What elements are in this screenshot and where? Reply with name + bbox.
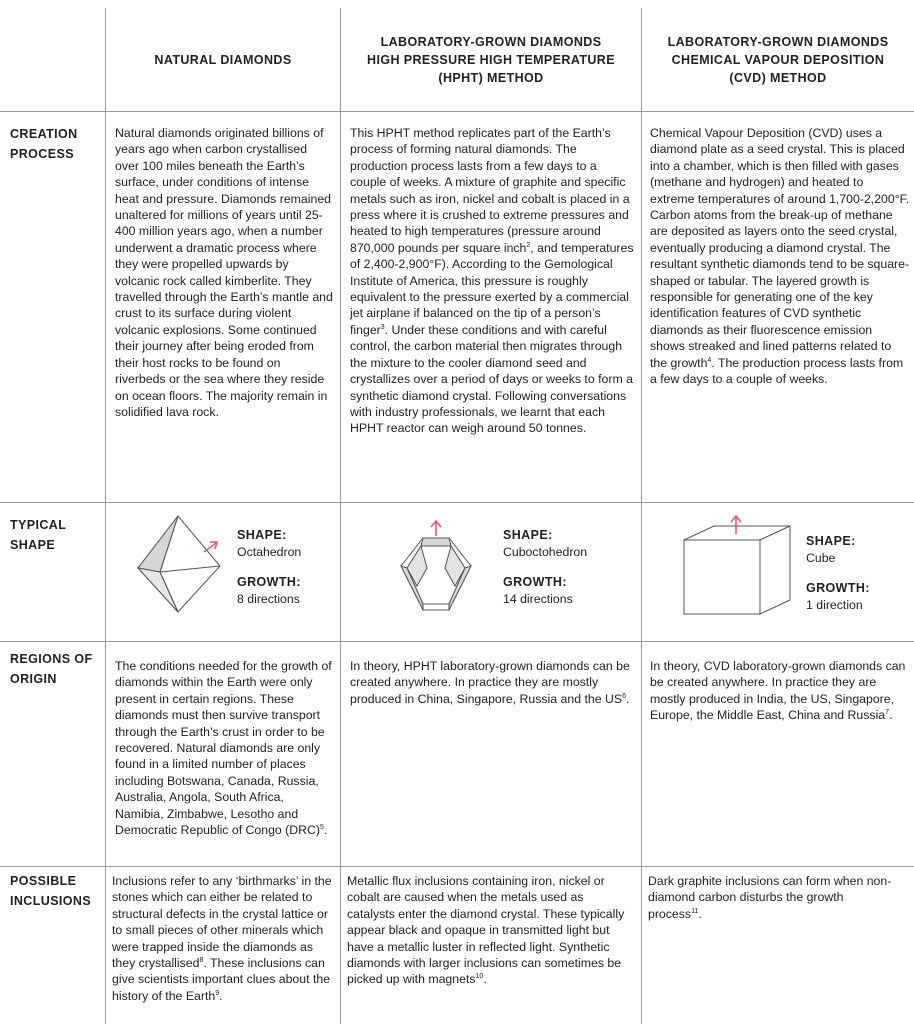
inclusions-cvd-text	[648, 873, 898, 922]
row-divider	[0, 866, 914, 867]
text-span: Inclusions refer to any ‘birthmarks’ in the stones which can either be related to structural defects in the crystal lattice or to small pieces of other minerals which were trapped inside the diamonds as they crystallised	[112, 874, 332, 971]
row-divider	[0, 502, 914, 503]
header-cvd-line3: (CVD) METHOD	[729, 70, 827, 85]
row-label-line: TYPICAL	[10, 518, 67, 532]
header-natural-text: NATURAL DIAMONDS	[154, 52, 292, 67]
header-cvd-line2: CHEMICAL VAPOUR DEPOSITION	[671, 52, 885, 67]
row-label-regions	[10, 649, 102, 689]
cuboctahedron-face	[421, 538, 451, 546]
footnote-ref: 7	[885, 709, 890, 717]
growth-value: 1 direction	[806, 598, 863, 612]
row-label-shape	[10, 515, 102, 555]
growth-value: 8 directions	[237, 592, 300, 606]
text-span: . Under these conditions and with careful control, the carbon material then migrates through the mixture to the cooler diamond seed and crystallizes over a period of days or weeks to form a synthetic diamond crystal. Following conversations with industry professionals, we learnt that each HPHT reactor can weigh around 50 tonnes.	[350, 322, 633, 436]
row-label-line: INCLUSIONS	[10, 894, 92, 908]
cuboctahedron-diagram	[385, 518, 485, 618]
cube-face-front	[684, 540, 760, 614]
shape-value: Cube	[806, 551, 836, 565]
octahedron-diagram	[130, 512, 225, 617]
row-divider	[0, 111, 914, 112]
creation-natural-text: Natural diamonds originated billions of years ago when carbon crystallised over 100 miles beneath the Earth’s surface, under conditions of intense heat and pressure. Diamonds remained unaltered for millions of years until 25-400 million years ago, when a number underwent a dramatic process where they were propelled upwards by volcanic rock called kimberlite. They travelled through the Earth’s mantle and crust to its surface during violent volcanic explosions. Some continued their journey after being eroded from their host rocks to be found on riverbeds or the sea where they reside on ocean floors. The majority remain in solidified lava rock.	[115, 126, 333, 419]
creation-hpht-text	[350, 125, 634, 437]
column-divider	[641, 8, 642, 1024]
row-label-inclusions	[10, 871, 102, 911]
text-span: .	[698, 906, 702, 921]
text-span: The conditions needed for the growth of diamonds within the Earth were only present in certain regions. These diamonds must then survive transport through the Earth’s crust in order to be recovered. Natural diamonds are only found in a limited number of places including Botswana, Canada, Russia, Australia, Angola, South Africa, Namibia, Zimbabwe, Lesotho and Democratic Republic of Congo (DRC)	[115, 659, 332, 838]
shape-label: SHAPE:	[237, 528, 287, 542]
text-span: , and temperatures of 2,400-2,900°F). According to the Gemological Institute of America, this pressure is roughly equivalent to the pressure exerted by a commercial jet airplane if balanced on the tip of a person’s finger	[350, 240, 634, 337]
row-label-line: REGIONS OF	[10, 652, 93, 666]
row-divider	[0, 641, 914, 642]
column-divider	[105, 8, 106, 1024]
text-span: Dark graphite inclusions can form when non-diamond carbon disturbs the growth process	[648, 874, 892, 921]
footnote-ref: 2	[526, 241, 531, 249]
footnote-ref: 9	[215, 989, 220, 997]
header-cvd	[642, 8, 914, 111]
shape-info-hpht	[503, 528, 587, 606]
footnote-ref: 4	[707, 356, 712, 364]
footnote-ref: 8	[199, 956, 204, 964]
text-span: This HPHT method replicates part of the Earth’s process of forming natural diamonds. The production process lasts from a few days to a couple of weeks. A mixture of graphite and specific metals such as iron, nickel and cobalt is placed in a press where it is crushed to extreme pressures and heated to high temperatures (pressure around 870,000 pounds per square inch	[350, 126, 630, 255]
text-span: .	[889, 708, 893, 723]
footnote-ref: 6	[622, 692, 626, 700]
row-label-line: SHAPE	[10, 538, 56, 552]
growth-label: GROWTH:	[503, 575, 567, 589]
header-hpht	[341, 8, 641, 111]
header-cvd-line1: LABORATORY-GROWN DIAMONDS	[667, 34, 889, 49]
row-label-line: CREATION	[10, 127, 78, 141]
regions-hpht-text	[350, 658, 636, 707]
text-span: In theory, CVD laboratory-grown diamonds can be created anywhere. In practice they are mostly produced in India, the US, Singapore, Europe, the Middle East, China and Russia	[650, 659, 906, 723]
inclusions-natural-text	[112, 873, 336, 1004]
footnote-ref: 3	[380, 323, 385, 331]
shape-info-cvd	[806, 534, 870, 612]
text-span: In theory, HPHT laboratory-grown diamonds can be created anywhere. In practice they are mostly produced in China, Singapore, Russia and the US	[350, 659, 630, 706]
growth-value: 14 directions	[503, 592, 573, 606]
shape-label: SHAPE:	[806, 534, 856, 548]
creation-cvd-text	[650, 125, 910, 388]
text-span: . These inclusions can give scientists important clues about the history of the Earth	[112, 956, 331, 1003]
shape-value: Octahedron	[237, 545, 302, 559]
cube-face-side	[760, 526, 790, 614]
text-span: .	[219, 988, 223, 1003]
shape-info-natural	[237, 528, 301, 606]
row-label-creation	[10, 124, 102, 164]
regions-natural-text	[115, 658, 335, 838]
footnote-ref: 11	[691, 907, 699, 915]
inclusions-hpht-text	[347, 873, 629, 988]
text-span: Chemical Vapour Deposition (CVD) uses a diamond plate as a seed crystal. This is placed into a chamber, which is then filled with gases (methane and hydrogen) and heated to extreme temperatures of around 1,700-2,200°F. Carbon atoms from the break-up of methane are deposited as layers onto the seed crystal, eventually producing a diamond crystal. The resultant synthetic diamonds tend to be square-shaped or tabular. The layered growth is responsible for generating one of the key identification features of CVD synthetic diamonds as their fluorescence emission shows streaked and lined patterns related to the growth	[650, 126, 910, 370]
row-label-line: PROCESS	[10, 147, 74, 161]
growth-label: GROWTH:	[237, 575, 301, 589]
text-span: .	[323, 823, 328, 838]
header-hpht-line1: LABORATORY-GROWN DIAMONDS	[380, 34, 602, 49]
column-divider	[340, 8, 341, 1024]
cube-diagram	[678, 512, 798, 622]
growth-label: GROWTH:	[806, 581, 870, 595]
row-label-line: ORIGIN	[10, 672, 57, 686]
text-span: .	[625, 691, 630, 706]
shape-value: Cuboctohedron	[503, 545, 588, 559]
growth-arrow-icon	[204, 543, 216, 552]
text-span: Metallic flux inclusions containing iron, nickel or cobalt are caused when the metals used as catalysts enter the diamond crystal. These typically appear black and opaque in transmitted light but have a metallic luster in reflected light. Synthetic diamonds with larger inclusions can sometimes be picked up with magnets	[347, 874, 625, 987]
footnote-ref: 5	[320, 823, 324, 831]
header-hpht-line2: HIGH PRESSURE HIGH TEMPERATURE	[367, 52, 615, 67]
row-label-line: POSSIBLE	[10, 874, 77, 888]
header-natural	[106, 8, 340, 111]
footnote-ref: 10	[475, 973, 484, 981]
text-span: . The production process lasts from a few days to a couple of weeks.	[650, 355, 904, 387]
shape-label: SHAPE:	[503, 528, 553, 542]
regions-cvd-text	[650, 658, 908, 724]
header-hpht-line3: (HPHT) METHOD	[438, 70, 544, 85]
text-span: .	[483, 972, 487, 987]
